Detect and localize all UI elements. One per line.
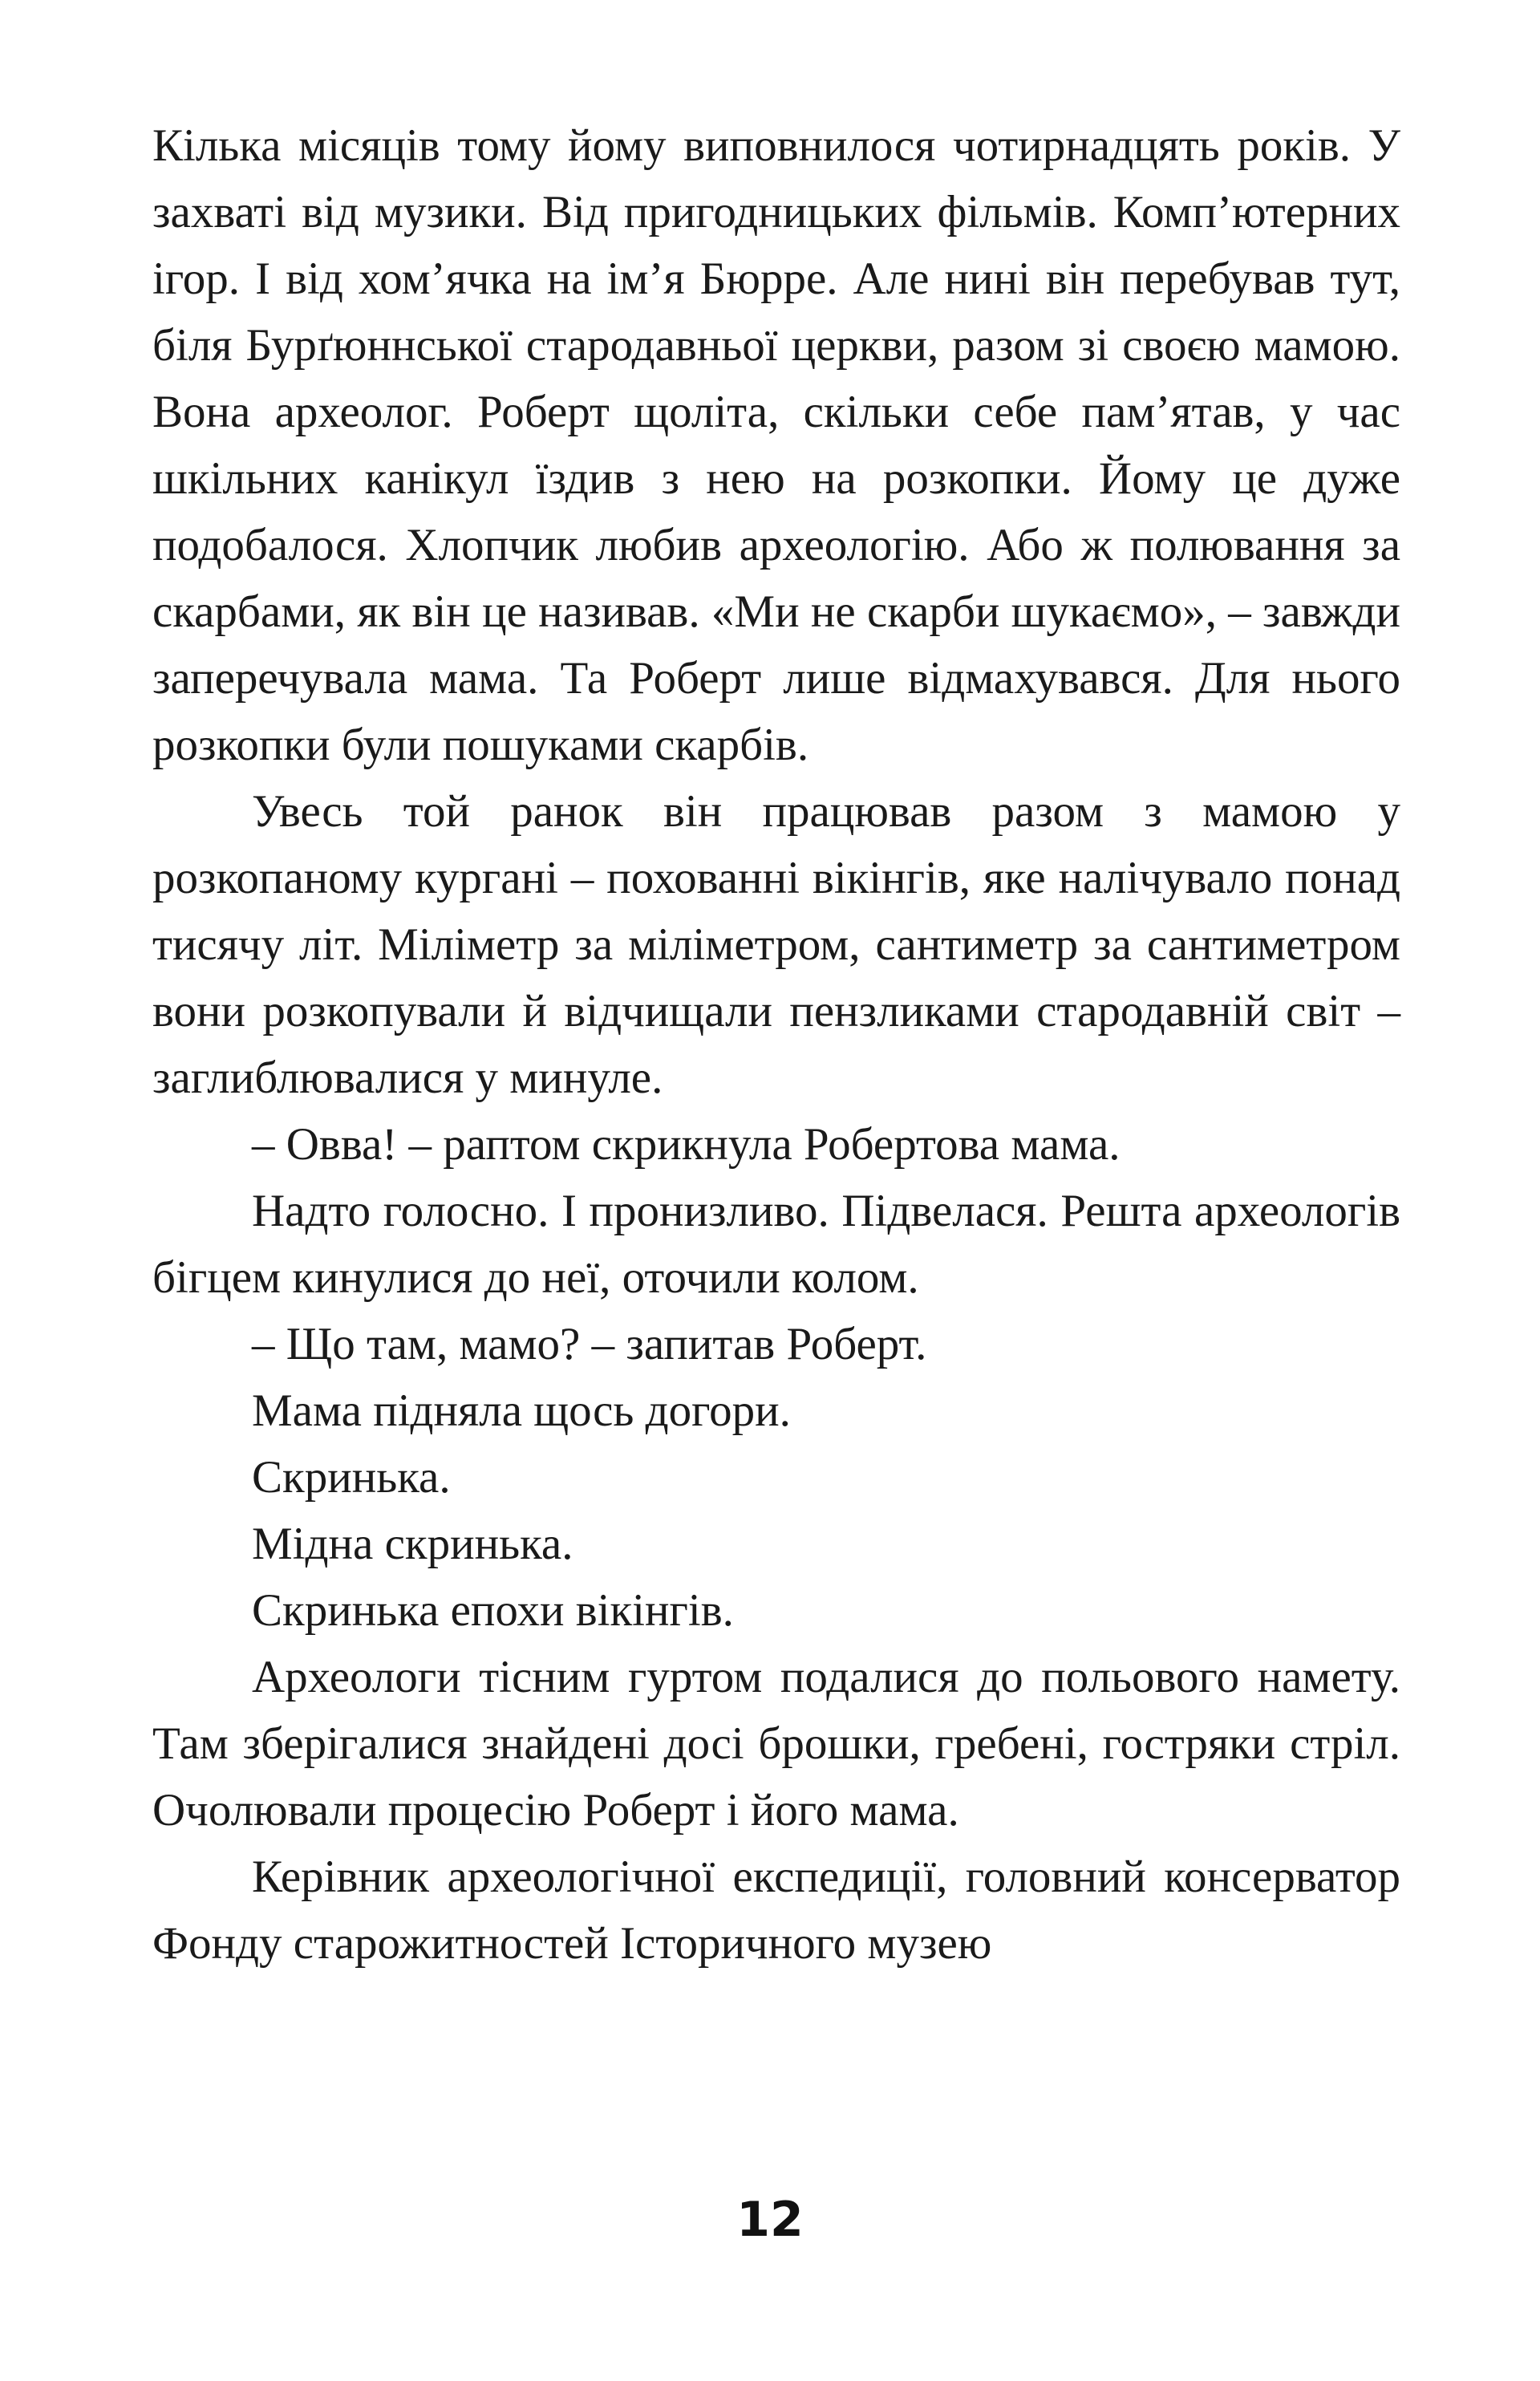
paragraph-3: – Овва! – раптом скрикнула Робертова мама. [252, 1119, 1121, 1170]
paragraph-7: Скринька. [252, 1452, 451, 1503]
paragraph-2: Увесь той ранок він працював разом з мамою у розкопаному кургані – похованні вікінгів, яке налічувало понад тисячу літ. Міліметр за міліметром, сантиметр за сантиметром вони розкопували й відчищали пензликами стародавній світ – заглиблювалися у минуле. [152, 786, 1400, 1103]
paragraph-9: Скринька епохи вікінгів. [252, 1585, 734, 1636]
paragraph-8: Мідна скринька. [252, 1519, 573, 1569]
paragraph-6: Мама підняла щось догори. [252, 1385, 791, 1436]
paragraph-4: Надто голосно. І пронизливо. Підвелася. Решта археологів бігцем кинулися до неї, оточили колом. [152, 1186, 1400, 1303]
paragraph-5: – Що там, мамо? – запитав Роберт. [252, 1319, 927, 1369]
paragraph-1: Кілька місяців тому йому виповнилося чотирнадцять років. У захваті від музики. Від пригодницьких фільмів. Комп’ютерних ігор. І від хом’ячка на ім’я Бюрре. Але нині він перебував тут, біля Бурґюннської стародавньої церкви, разом зі своєю мамою. Вона археолог. Роберт щоліта, скільки себе пам’ятав, у час шкільних канікул їздив з нею на розкопки. Йому це дуже подобалося. Хлопчик любив археологію. Або ж полювання за скарбами, як він це називав. «Ми не скарби шукаємо», – завжди заперечувала мама. Та Роберт лише відмахувався. Для нього розкопки були пошуками скарбів. [152, 120, 1400, 770]
paragraph-11: Керівник археологічної експедиції, головний консерватор Фонду старожитностей Історичного музею [152, 1852, 1400, 1969]
paragraph-10: Археологи тісним гуртом подалися до польового намету. Там зберігалися знайдені досі брошки, гребені, гостряки стріл. Очолювали процесію Роберт і його мама. [152, 1652, 1400, 1835]
body-text [152, 112, 1400, 1977]
page-number: 12 [736, 2192, 804, 2248]
